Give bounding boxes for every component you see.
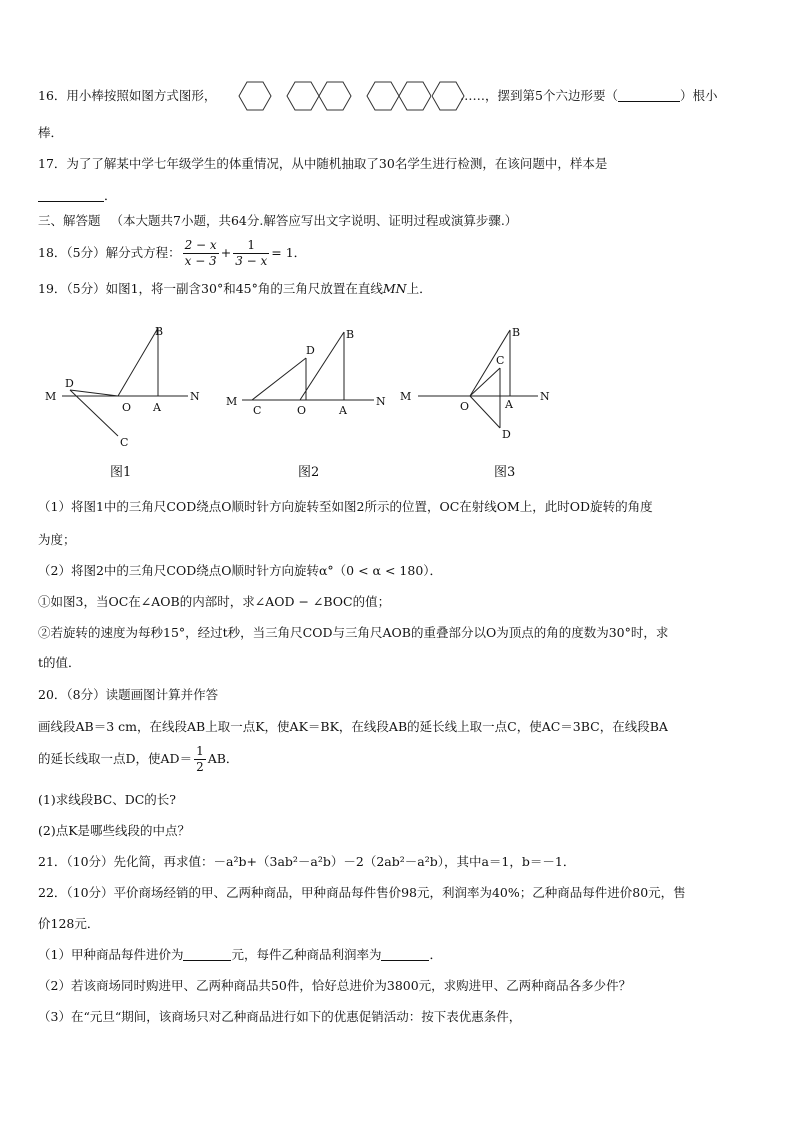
q19-part2-1: ①如图3，当OC在∠AOB的内部时，求∠AOD − ∠BOC的值； (38, 594, 391, 609)
q22-sub1 (38, 946, 442, 964)
q19-intro (38, 280, 432, 298)
figure-1 (40, 318, 210, 453)
q22-sub1-a: （1）甲种商品每件进价为 (38, 947, 184, 962)
hexagon-2a (287, 82, 319, 110)
q19-intro-a: 19．（5分）如图1，将一副含30°和45°角的三角尺放置在直线 (38, 281, 383, 296)
q18-frac1-den: x − 3 (184, 254, 217, 268)
q16-line (38, 87, 216, 105)
q17-answer-blank[interactable] (38, 187, 104, 202)
hexagon-3a (367, 82, 399, 110)
fig1-label-B: B (155, 325, 164, 338)
q19-part2-2-line1: ②若旋转的速度为每秒15°，经过t秒，当三角尺COD与三角尺AOB的重叠部分以O为顶点的角的度数为30°时，求 (38, 625, 669, 640)
q20-frac-den: 2 (196, 760, 204, 774)
q19-part2: （2）将图2中的三角尺COD绕点O顺时针方向旋转α°（0 < α < 180）． (38, 563, 443, 578)
q18-eq: = 1． (271, 245, 307, 260)
hexagon-sequence-figure (232, 79, 454, 113)
q22-sub1-c: ． (429, 947, 442, 962)
q20-frac-num: 1 (196, 744, 204, 758)
figure-3 (398, 322, 568, 442)
q22-sub3: （3）在“元旦“期间，该商场只对乙种商品进行如下的优惠促销活动：按下表优惠条件， (38, 1009, 522, 1024)
fig2-caption: 图2 (298, 465, 320, 480)
q18-frac2-den: 3 − x (235, 254, 268, 268)
q18-line (38, 233, 306, 273)
q20-line2 (38, 742, 238, 776)
hexagon-3b (399, 82, 431, 110)
fig2-label-C: C (253, 404, 262, 417)
q16-after-blank: ）根小 (679, 88, 718, 103)
q22-blank-1[interactable] (183, 946, 231, 961)
q22-sub2: （2）若该商场同时购进甲、乙两种商品共50件，恰好总进价为3800元，求购进甲、乙两种商品各多少件？ (38, 978, 632, 993)
fig2-label-N: N (376, 395, 386, 408)
q19-intro-var: MN (382, 281, 407, 296)
q19-part2-2-line2: t的值． (38, 655, 81, 670)
fig1-label-N: N (190, 390, 200, 403)
fig3-label-C: C (496, 354, 505, 367)
hexagon-2b (319, 82, 351, 110)
q22-line1: 22．（10分）平价商场经销的甲、乙两种商品，甲种商品每件售价98元，利润率为40%；乙种商品每件进价80元，售 (38, 885, 686, 900)
q17-end: ． (104, 188, 117, 203)
q17-answer-line (38, 187, 117, 205)
fig1-label-O: O (122, 401, 132, 414)
q20-sub2: (2)点K是哪些线段的中点？ (38, 823, 191, 838)
q20-line2-a: 的延长线取一点D，使AD＝ (38, 751, 193, 766)
q16-suffix: ……，摆到第5个六边形要（ (460, 88, 618, 103)
q20-line2-b: AB． (207, 751, 239, 766)
q18-frac1-num: 2 − x (184, 238, 217, 252)
q16-cont: 棒． (38, 125, 64, 140)
fig3-label-N: N (540, 390, 550, 403)
q16-prefix: 16．用小棒按照如图方式图形， (38, 88, 217, 103)
q20-sub1: (1)求线段BC、DC的长? (38, 792, 176, 807)
fig1-label-D: D (65, 377, 74, 390)
section3-note: （本大题共7小题，共64分.解答应写出文字说明、证明过程或演算步骤.） (110, 213, 518, 228)
hexagon-1 (239, 82, 271, 110)
fig3-label-D: D (502, 428, 511, 441)
q19-part1-line2: 为度； (38, 532, 76, 547)
fig1-label-A: A (153, 401, 161, 414)
q18-fraction-1 (183, 238, 219, 269)
q18-frac2-num: 1 (233, 238, 269, 254)
q19-intro-b: 上． (406, 281, 432, 296)
q21-text: 21．（10分）先化简，再求值：－a²b+（3ab²－a²b）－2（2ab²－a²b），其中a＝1，b＝－1． (38, 854, 576, 869)
fig1-label-C: C (120, 436, 129, 449)
fig3-label-A: A (505, 398, 513, 411)
q18-fraction-2 (233, 238, 269, 269)
fig3-label-M: M (400, 390, 412, 403)
q22-line2: 价128元． (38, 916, 100, 931)
fig1-label-M: M (45, 390, 57, 403)
fig2-label-O: O (297, 404, 307, 417)
q22-sub1-b: 元，每件乙种商品利润率为 (231, 947, 382, 962)
q20-line1: 画线段AB＝3 cm，在线段AB上取一点K，使AK＝BK，在线段AB的延长线上取一点C，使AC＝3BC，在线段BA (38, 719, 668, 734)
section3-heading (38, 212, 517, 230)
fig2-label-M: M (226, 395, 238, 408)
q18-plus: + (220, 245, 232, 260)
q16-line-right (460, 87, 717, 105)
q20-fraction (194, 744, 206, 775)
fig3-caption: 图3 (494, 465, 516, 480)
fig2-label-B: B (346, 328, 355, 341)
fig3-label-B: B (512, 326, 521, 339)
q16-answer-blank[interactable] (618, 87, 680, 102)
q19-part1-line1: （1）将图1中的三角尺COD绕点O顺时针方向旋转至如图2所示的位置，OC在射线OM上，此时OD旋转的角度 (38, 499, 653, 514)
figure-2 (222, 322, 394, 422)
fig1-caption: 图1 (110, 465, 132, 480)
section3-title: 三、解答题 (38, 213, 101, 228)
fig2-label-D: D (306, 344, 315, 357)
q18-prefix: 18．（5分）解分式方程： (38, 245, 181, 260)
q22-blank-2[interactable] (381, 946, 429, 961)
q17-text: 17．为了了解某中学七年级学生的体重情况，从中随机抽取了30名学生进行检测，在该问题中，样本是 (38, 156, 608, 171)
fig3-label-O: O (460, 400, 470, 413)
fig2-label-A: A (339, 404, 347, 417)
q20-title: 20．（8分）读题画图计算并作答 (38, 687, 219, 702)
